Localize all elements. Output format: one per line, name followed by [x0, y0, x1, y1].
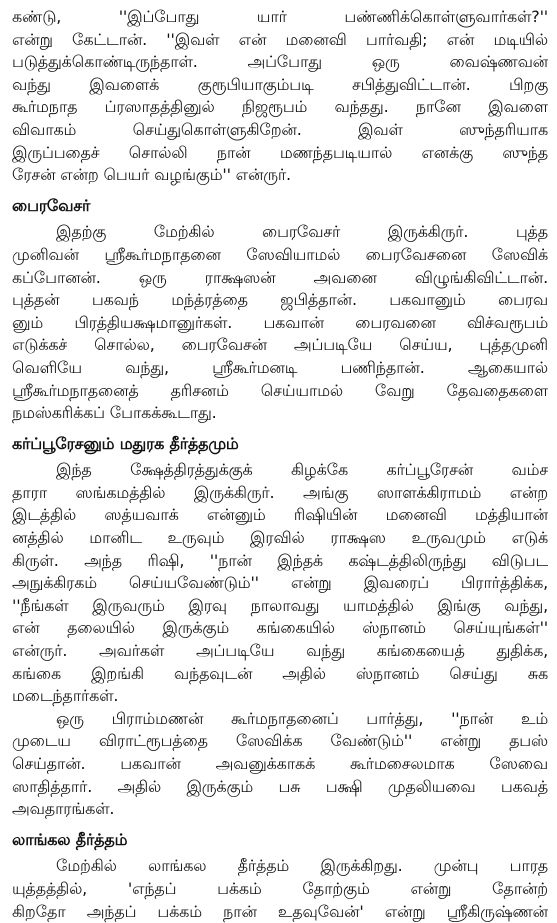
- text-line: கண்டு, ''இப்போது யார் பண்ணிக்கொள்ளுவார்கள்?'': [12, 7, 548, 26]
- text-line: தாரா ஸங்கமத்தில் இருக்கிருர். அங்கு ஸாளக்கிராமம் என்ற: [12, 482, 548, 502]
- text-line: இருப்பதைச் சொல்லி நான் மணந்தபடியால் எனக்கு ஸுந்த: [12, 142, 548, 162]
- text-line: இடத்தில் ஸத்யவாக் என்னும் ரிஷியின் மனைவி மத்தியான்: [12, 505, 548, 525]
- text-line: ஸாதித்தார். அதில் இருக்கும் பசு பக்ஷி முதலியவை பகவத்: [12, 776, 548, 796]
- text-line: னும் பிரத்தியக்ஷமானுர்கள். பகவான் பைரவனை விச்வரூபம்: [12, 312, 548, 332]
- text-line: முனிவன் ஸ்ரீகூர்மநாதனை ஸேவியாமல் பைரவேசனை ஸேவிக்: [12, 244, 548, 264]
- text-line: படுத்துக்கொண்டிருந்தாள். அப்போது ஒரு வைஷ்ணவன்: [12, 52, 548, 72]
- text-line: ஒரு பிராம்மணன் கூர்மநாதனைப் பார்த்து, ''நான் உம்: [56, 708, 548, 728]
- text-line: விவாகம் செய்துகொள்ளுகிறேன். இவள் ஸுந்தரியாக: [12, 119, 548, 139]
- text-line: எடுக்கச் சொல்ல, பைரவேசன் அப்படியே செய்ய, புத்தமுனி: [12, 335, 548, 355]
- text-line: கங்கை இறங்கி வந்தவுடன் அதில் ஸ்நானம் செய்து சுக: [12, 663, 548, 683]
- text-line: வந்து இவளைக் குரூபியாகும்படி சபித்துவிட்டான். பிறகு: [12, 74, 548, 94]
- text-line: ஸ்ரீகூர்மநாதனைத் தரிசனம் செய்யாமல் வேறு தேவதைகளை: [12, 380, 548, 400]
- text-line: புத்தன் பகவந் மந்த்ரத்தை ஜபித்தான். பகவானும் பைரவ: [12, 290, 548, 310]
- text-line: மேற்கில் லாங்கல தீர்த்தம் இருக்கிறது. முன்பு பாரத: [56, 856, 548, 876]
- text-line: என்று கேட்டான். ''இவள் என் மனைவி பார்வதி; என் மடியில்: [12, 29, 548, 49]
- text-line: கப்போனன். ஒரு ராக்ஷஸன் அவனை விழுங்கிவிட்டான்.: [12, 267, 548, 287]
- text-line: வெளியே வந்து, ஸ்ரீகூர்மனடி பணிந்தான். ஆகையால்: [12, 357, 548, 377]
- text-line: யுத்தத்தில், 'எந்தப் பக்கம் தோற்கும் என்று தோன்ற்: [12, 878, 548, 898]
- text-line: முடைய விராட்ரூபத்தை ஸேவிக்க வேண்டும்'' என்று தபஸ்: [12, 731, 548, 751]
- section-heading: கர்ப்பூரேசனும் மதுரக தீர்த்தமும்: [12, 433, 239, 453]
- text-line: கிறதோ அந்தப் பக்கம் நான் உதவுவேன்' என்று ஸ்ரீகிருஷ்ணன்: [12, 901, 548, 921]
- text-line: கிருள். அந்த ரிஷி, ''நான் இந்தக் கஷ்டத்திலிருந்து விடுபட: [12, 550, 548, 570]
- text-line: செய்தான். பகவான் அவனுக்காகக் கூர்மசைலமாக ஸேவை: [12, 754, 548, 773]
- text-line: இந்த க்ஷேத்திரத்துக்குக் கிழக்கே கர்ப்பூரேசன் வம்ச: [56, 460, 548, 480]
- text-line: அவதாரங்கள்.: [12, 799, 115, 819]
- text-line: நமஸ்கரிக்கப் போகக்கூடாது.: [12, 403, 217, 423]
- section-bhairavesar: [12, 195, 548, 425]
- section-heading: பைரவேசர்: [12, 195, 91, 215]
- text-line: ''நீங்கள் இருவரும் இரவு நாலாவது யாமத்தில் இங்கு வந்து,: [12, 595, 548, 615]
- text-line: இதற்கு மேற்கில் பைரவேசர் இருக்கிருர். புத்த: [56, 222, 548, 242]
- intro-paragraph: [12, 6, 548, 187]
- text-line: என்ருர். அவர்கள் அப்படியே வந்து கங்கையைத் துதிக்க,: [12, 641, 548, 661]
- section-heading: லாங்கல தீர்த்தம்: [12, 829, 128, 849]
- text-line: மடைந்தார்கள்.: [12, 686, 119, 706]
- text-line: கூர்மநாத ப்ரஸாதத்தினுல் நிஜரூபம் வந்தது. நானே இவளை: [12, 97, 548, 117]
- text-line: என் தலையில் இருக்கும் கங்கையில் ஸ்நானம் செய்யுங்கள்'': [12, 618, 548, 638]
- text-line: னத்தில் மானிட உருவும் இரவில் ராக்ஷஸ உருவமும் எடுக்: [12, 528, 548, 548]
- section-karpooresan: [12, 433, 548, 821]
- text-line: அநுக்கிரகம் செய்யவேண்டும்'' என்று இவரைப் பிரார்த்திக்க,: [12, 573, 548, 593]
- text-line: ரேசன் என்ற பெயர் வழங்கும்'' என்ருர்.: [12, 165, 291, 185]
- section-langala-theertham: [12, 829, 548, 923]
